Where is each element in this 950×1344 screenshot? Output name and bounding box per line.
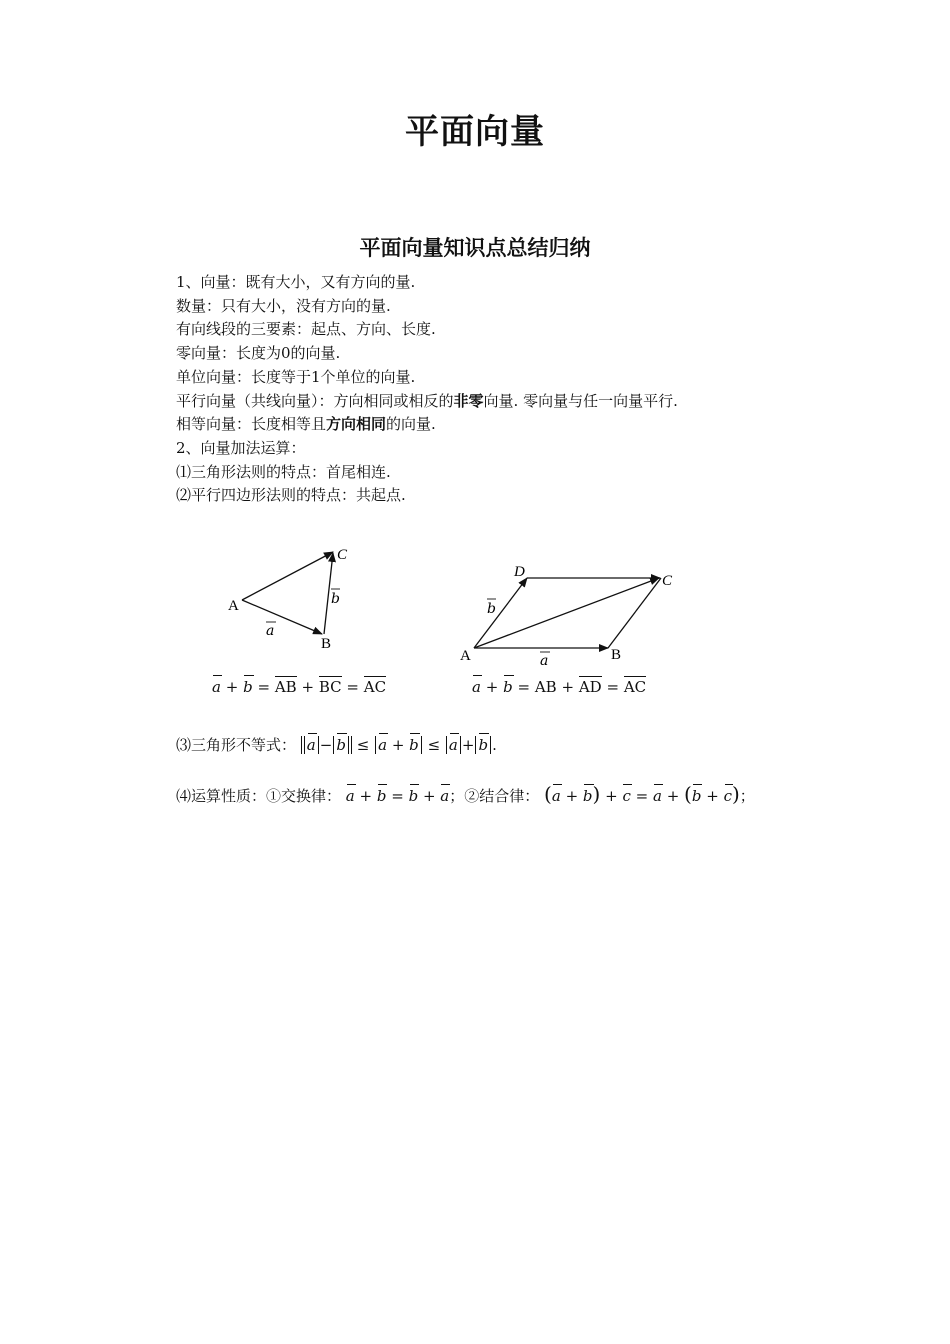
tri-vector-ab bbox=[242, 600, 322, 634]
content-line: ⑵平行四边形法则的特点：共起点. bbox=[176, 486, 406, 505]
para-label-b: B bbox=[611, 647, 622, 663]
parallelogram-figure bbox=[460, 564, 673, 669]
section-title: 平面向量知识点总结归纳 bbox=[359, 236, 591, 260]
operation-properties: ⑷运算性质：①交换律： a + b = b + a；②结合律： (a + b) + c = a + (b + c)； bbox=[176, 782, 755, 806]
item4-label: ⑷运算性质：①交换律： bbox=[176, 787, 342, 805]
tri-vector-ac bbox=[242, 552, 333, 600]
content-line: 有向线段的三要素：起点、方向、长度. bbox=[176, 320, 436, 339]
content-line: 平行向量（共线向量）：方向相同或相反的非零向量. 零向量与任一向量平行. bbox=[176, 391, 678, 410]
para-vector-ac bbox=[474, 578, 659, 648]
tri-vec-a-label: a bbox=[266, 623, 275, 639]
tri-label-c: C bbox=[337, 547, 348, 563]
para-label-d: D bbox=[514, 564, 525, 580]
content-line: 零向量：长度为0的向量. bbox=[176, 344, 341, 363]
triangle-formula: a + b = AB + BC = AC bbox=[212, 678, 387, 696]
content-line: 数量：只有大小，没有方向的量. bbox=[176, 296, 391, 315]
content-line: ⑴三角形法则的特点：首尾相连. bbox=[176, 462, 391, 481]
content-line: 单位向量：长度等于1个单位的向量. bbox=[176, 367, 416, 386]
page-title: 平面向量 bbox=[405, 112, 545, 152]
para-vec-b-label: b bbox=[487, 601, 496, 617]
triangle-inequality: ⑶三角形不等式： a − b ≤ a + b ≤ a + b . bbox=[176, 736, 497, 754]
triangle-figure bbox=[228, 547, 348, 652]
para-side-bc bbox=[608, 578, 661, 648]
para-vec-a-label: a bbox=[540, 653, 549, 669]
content-line: 1、向量：既有大小，又有方向的量. bbox=[176, 273, 416, 291]
para-label-a: A bbox=[460, 648, 471, 664]
content-line: 相等向量：长度相等且方向相同的向量. bbox=[176, 415, 436, 434]
item3-label: ⑶三角形不等式： bbox=[176, 736, 297, 754]
para-label-c: C bbox=[662, 573, 673, 589]
content-line: 2、向量加法运算： bbox=[176, 438, 306, 457]
tri-label-b: B bbox=[321, 636, 332, 652]
tri-label-a: A bbox=[228, 598, 239, 614]
item4-assoc-label: ；②结合律： bbox=[449, 787, 540, 805]
tri-vec-b-label: b bbox=[331, 591, 340, 607]
parallelogram-formula: a + b = AB + AD = AC bbox=[472, 678, 647, 696]
